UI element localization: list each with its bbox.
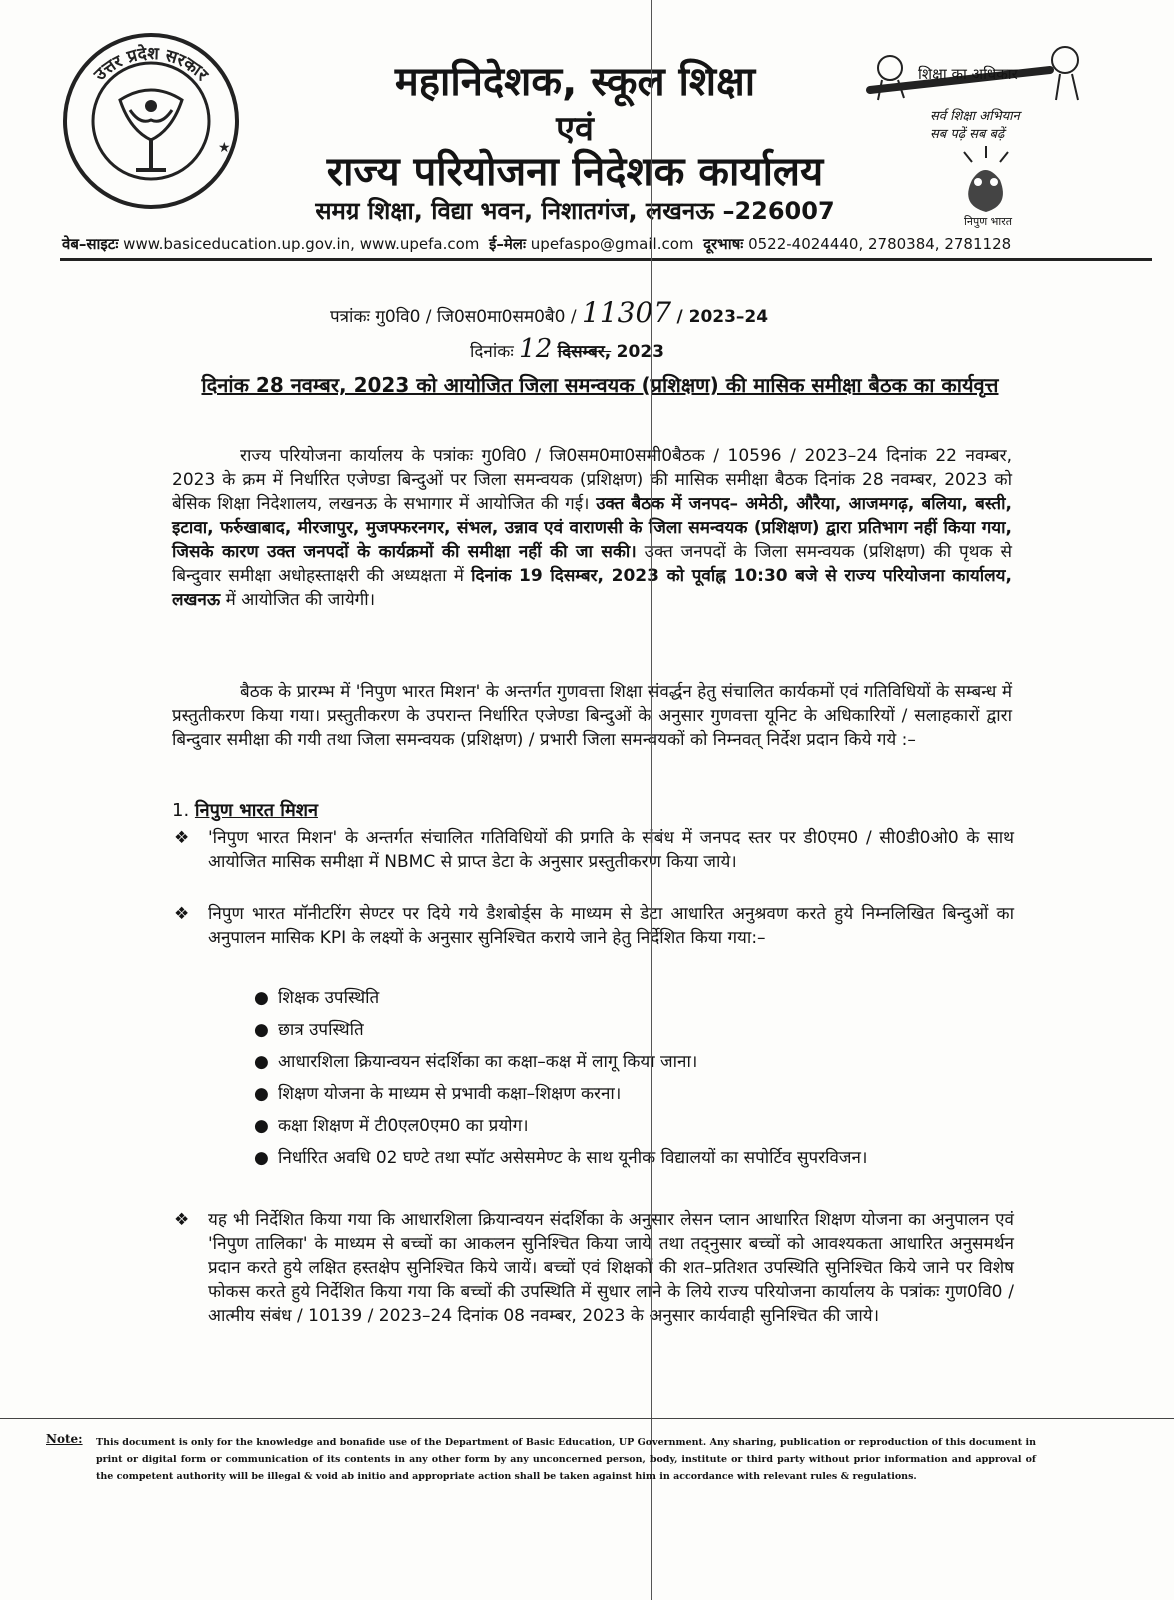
- web-label: वेब–साइटः: [62, 235, 119, 253]
- date-handwritten-day: 12: [519, 334, 553, 364]
- nipun-logo-text: निपुण भारत: [964, 215, 1013, 228]
- list-item: ● कक्षा शिक्षण में टी0एल0एम0 का प्रयोग।: [254, 1116, 529, 1136]
- list-item: ● आधारशिला क्रियान्वयन संदर्शिका का कक्षा–कक्ष में लागू किया जाना।: [254, 1052, 698, 1072]
- diamond-item-3: [174, 1208, 1014, 1328]
- header-title-line1: महानिदेशक, स्कूल शिक्षा: [394, 59, 756, 105]
- bullet-dot-icon: ●: [254, 1020, 269, 1040]
- bullet-dot-icon: ●: [254, 1116, 269, 1136]
- header-address: समग्र शिक्षा, विद्या भवन, निशातगंज, लखनऊ –226007: [315, 197, 835, 225]
- diamond-item-2-text: निपुण भारत मॉनीटरिंग सेण्टर पर दिये गये डैशबोर्ड्स के माध्यम से डेटा आधारित अनुश्रवण करते हुये निम्नलिखित बिन्दुओं का अनुपालन मासिक KPI के लक्ष्यों के अनुसार सुनिश्चित कराये जाने हेतु निर्देशित किया गया:–: [208, 904, 1014, 948]
- phone-label: दूरभाषः: [703, 235, 744, 253]
- header-title-line3: राज्य परियोजना निदेशक कार्यालय: [326, 149, 824, 195]
- date-year: 2023: [616, 342, 664, 362]
- kpi-bullet-list: [250, 986, 1020, 1178]
- date-line: [470, 334, 664, 364]
- footer-note-label: Note:: [46, 1432, 83, 1446]
- para1-bold-a: उक्त बैठक में जनपद– अमेठी, औरैया, आजमगढ़, बलिया, बस्ती, इटावा, फर्रुखाबाद, मीरजापुर, मुजफ्फरनगर, संभल, उन्नाव एवं वाराणसी के जिला समन्वयक (प्रशिक्षण) द्वारा प्रतिभाग नहीं किया गया, जिसके कारण उक्त जनपदों के कार्यक्रमों की समीक्षा नहीं की जा सकी।: [172, 494, 1012, 562]
- footer-note-text: This document is only for the knowledge and bonafide use of the Department of Basic Education, UP Government. Any sharing, publication or reproduction of this document in print or digital form or communication of its contents in any other form by any unconcerned person, body, institute or third party without prior information and approval of the competent authority will be illegal & void ab initio and appropriate action shall be taken against him in accordance with relevant rules & regulations.: [96, 1437, 1036, 1482]
- para1-bold-b: दिनांक 19 दिसम्बर, 2023 को पूर्वाह्न 10:30 बजे से राज्य परियोजना कार्यालय, लखनऊ: [172, 566, 1012, 610]
- list-item: ● शिक्षक उपस्थिति: [254, 988, 380, 1008]
- subject: दिनांक 28 नवम्बर, 2023 को आयोजित जिला समन्वयक (प्रशिक्षण) की मासिक समीक्षा बैठक का कार्यवृत्त: [201, 373, 999, 397]
- svg-text:★: ★: [218, 140, 231, 156]
- reference-label: पत्रांकः: [330, 307, 370, 327]
- list-item: ● छात्र उपस्थिति: [254, 1020, 364, 1040]
- diamond-bullet-icon: ❖: [174, 828, 190, 848]
- diamond-item-3-text: यह भी निर्देशित किया गया कि आधारशिला क्रियान्वयन संदर्शिका के अनुसार लेसन प्लान आधारित शिक्षण योजना का अनुपालन एवं 'निपुण तालिका' के माध्यम से बच्चों का आकलन सुनिश्चित किया जाये तथा तद्नुसार बच्चों को आवश्यकता आधारित अनुसमर्थन प्रदान करते हुये लक्षित हस्तक्षेप सुनिश्चित किये जायें। बच्चों एवं शिक्षकों की शत–प्रतिशत उपस्थिति सुनिश्चित किये जाने पर विशेष फोकस करते हुये निर्देशित किया गया कि बच्चों की उपस्थिति में सुधार लाने के लिये राज्य परियोजना कार्यालय के पत्रांकः गुण0वि0 / आत्मीय संबंध / 10139 / 2023–24 दिनांक 08 नवम्बर, 2023 के अनुसार कार्यवाही सुनिश्चित की जाये।: [208, 1210, 1014, 1326]
- para1-normal-b: उक्त जनपदों के जिला समन्वयक (प्रशिक्षण) की पृथक से बिन्दुवार समीक्षा अधोहस्ताक्षरी की अध्यक्षता में: [172, 542, 1012, 586]
- diamond-bullet-icon: ❖: [174, 1210, 190, 1230]
- bullet-dot-icon: ●: [254, 1084, 269, 1104]
- logo-program-name: सर्व शिक्षा अभियान: [930, 109, 1020, 124]
- scan-fold-line: [651, 0, 652, 1600]
- right-logos: [860, 30, 1100, 230]
- email-value: upefaspo@gmail.com: [530, 235, 694, 253]
- diamond-item-2: [174, 902, 1014, 950]
- contact-line: [62, 234, 1152, 254]
- para1-normal-c: में आयोजित की जायेगी।: [225, 590, 376, 610]
- header-title-line2: एवं: [556, 109, 594, 149]
- section-1-number: 1.: [172, 800, 190, 821]
- header-rule: [60, 258, 1152, 261]
- list-item: ● शिक्षण योजना के माध्यम से प्रभावी कक्षा–शिक्षण करना।: [254, 1084, 622, 1104]
- diamond-item-1: [174, 826, 1014, 874]
- seal-text: उत्तर प्रदेश सरकार: [90, 43, 212, 85]
- section-1-title: निपुण भारत मिशन: [194, 800, 318, 821]
- list-item: ● निर्धारित अवधि 02 घण्टे तथा स्पॉट असेसमेण्ट के साथ यूनीक विद्यालयों का सपोर्टिव सुपरविजन।: [254, 1148, 868, 1168]
- logo-motto: सब पढ़ें सब बढ़ें: [930, 127, 1005, 142]
- section-1-heading: [172, 798, 318, 822]
- paragraph-1: [172, 444, 1012, 612]
- phone-value: 0522-4024440, 2780384, 2781128: [748, 235, 1012, 253]
- diamond-bullet-icon: ❖: [174, 904, 190, 924]
- date-label: दिनांकः: [470, 342, 514, 362]
- diamond-item-1-text: 'निपुण भारत मिशन' के अन्तर्गत संचालित गतिविधियों की प्रगति के संबंध में जनपद स्तर पर डी0एम0 / सी0डी0ओ0 के साथ आयोजित मासिक समीक्षा में NBMC से प्राप्त डेटा के अनुसार प्रस्तुतीकरण किया जाये।: [208, 828, 1014, 872]
- bullet-dot-icon: ●: [254, 988, 269, 1008]
- footer-rule: [0, 1418, 1174, 1419]
- up-government-seal: [60, 30, 242, 212]
- logo-tagline: शिक्षा का अधिकार: [918, 65, 1018, 83]
- bullet-dot-icon: ●: [254, 1052, 269, 1072]
- web-value: www.basiceducation.up.gov.in, www.upefa.com: [123, 235, 480, 253]
- date-month: दिसम्बर,: [557, 342, 612, 362]
- reference-code: गु0वि0 / जि0स0मा0सम0बै0 /: [375, 307, 577, 327]
- bullet-dot-icon: ●: [254, 1148, 269, 1168]
- email-label: ई–मेलः: [488, 235, 527, 253]
- reference-year: / 2023–24: [676, 307, 769, 327]
- reference-line: [330, 296, 768, 329]
- para1-normal-a: राज्य परियोजना कार्यालय के पत्रांकः गु0वि0 / जि0सम0मा0समी0बैठक / 10596 / 2023–24 दिनांक 22 नवम्बर, 2023 के क्रम में निर्धारित एजेण्डा बिन्दुओं पर जिला समन्वयक (प्रशिक्षण) की मासिक समीक्षा बैठक दिनांक 28 नवम्बर, 2023 को बेसिक शिक्षा निदेशालय, लखनऊ के सभागार में आयोजित की गई।: [172, 446, 1012, 514]
- reference-handwritten-number: 11307: [582, 296, 672, 329]
- paragraph-2: बैठक के प्रारम्भ में 'निपुण भारत मिशन' के अन्तर्गत गुणवत्ता शिक्षा संवर्द्धन हेतु संचालित कार्यकमों एवं गतिविधियों के सम्बन्ध में प्रस्तुतीकरण किया गया। प्रस्तुतीकरण के उपरान्त निर्धारित एजेण्डा बिन्दुओं के अनुसार गुणवत्ता यूनिट के अधिकारियों / सलाहकारों द्वारा बिन्दुवार समीक्षा की गयी तथा जिला समन्वयक (प्रशिक्षण) / प्रभारी जिला समन्वयकों को निम्नवत् निर्देश प्रदान किये गये :–: [172, 682, 1012, 750]
